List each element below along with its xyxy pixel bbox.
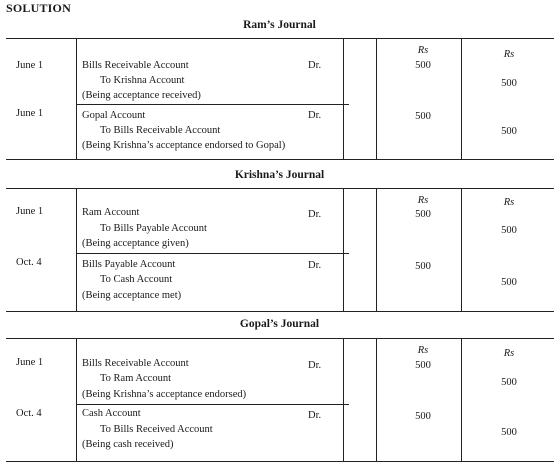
entry-date: June 1: [16, 60, 44, 71]
column-divider: [76, 339, 77, 461]
narration: (Being cash received): [82, 439, 174, 450]
credit-amount: 500: [501, 427, 517, 438]
journal-table-gopal: [6, 338, 554, 462]
credit-account: To Bills Receivable Account: [100, 125, 221, 136]
column-divider: [461, 39, 462, 159]
credit-account: To Cash Account: [100, 274, 173, 285]
rs-debit-header: Rs: [417, 345, 429, 356]
journal-title-krishna: Krishna’s Journal: [234, 169, 325, 181]
debit-account: Bills Receivable Account: [82, 358, 189, 369]
credit-amount: 500: [501, 377, 517, 388]
debit-amount: 500: [415, 411, 431, 422]
entry-date: June 1: [16, 357, 44, 368]
debit-account: Bills Receivable Account: [82, 60, 189, 71]
journal-table-krishna: [6, 188, 554, 312]
rs-credit-header: Rs: [503, 348, 515, 359]
debit-amount: 500: [415, 261, 431, 272]
debit-account: Bills Payable Account: [82, 259, 176, 270]
column-divider: [343, 339, 344, 461]
entry-separator: [76, 104, 349, 105]
debit-account: Gopal Account: [82, 110, 146, 121]
column-divider: [376, 39, 377, 159]
debit-amount: 500: [415, 209, 431, 220]
column-divider: [76, 189, 77, 311]
entry-date: Oct. 4: [16, 257, 42, 268]
dr-label: Dr.: [308, 360, 322, 371]
rs-credit-header: Rs: [503, 49, 515, 60]
debit-account: Cash Account: [82, 408, 141, 419]
dr-label: Dr.: [308, 110, 322, 121]
entry-date: Oct. 4: [16, 408, 42, 419]
column-divider: [461, 339, 462, 461]
column-divider: [343, 189, 344, 311]
column-divider: [376, 189, 377, 311]
credit-amount: 500: [501, 78, 517, 89]
journal-title-ram: Ram’s Journal: [243, 19, 316, 31]
credit-account: To Bills Received Account: [100, 424, 213, 435]
column-divider: [376, 339, 377, 461]
solution-heading: SOLUTION: [6, 1, 71, 15]
narration: (Being acceptance met): [82, 290, 182, 301]
dr-label: Dr.: [308, 209, 322, 220]
debit-amount: 500: [415, 60, 431, 71]
credit-amount: 500: [501, 277, 517, 288]
credit-account: To Ram Account: [100, 373, 172, 384]
narration: (Being acceptance received): [82, 90, 201, 101]
credit-account: To Bills Payable Account: [100, 223, 207, 234]
journal-table-ram: [6, 38, 554, 160]
credit-amount: 500: [501, 225, 517, 236]
journal-title-gopal: Gopal’s Journal: [239, 318, 320, 330]
dr-label: Dr.: [308, 60, 322, 71]
rs-credit-header: Rs: [503, 197, 515, 208]
debit-account: Ram Account: [82, 207, 140, 218]
credit-amount: 500: [501, 126, 517, 137]
column-divider: [76, 39, 77, 159]
dr-label: Dr.: [308, 260, 322, 271]
entry-separator: [76, 253, 349, 254]
debit-amount: 500: [415, 360, 431, 371]
entry-separator: [76, 404, 349, 405]
narration: (Being Krishna’s acceptance endorsed): [82, 389, 247, 400]
column-divider: [461, 189, 462, 311]
rs-debit-header: Rs: [417, 195, 429, 206]
narration: (Being acceptance given): [82, 238, 189, 249]
narration: (Being Krishna’s acceptance endorsed to Gopal): [82, 140, 286, 151]
entry-date: June 1: [16, 108, 44, 119]
rs-debit-header: Rs: [417, 45, 429, 56]
entry-date: June 1: [16, 206, 44, 217]
credit-account: To Krishna Account: [100, 75, 185, 86]
column-divider: [343, 39, 344, 159]
debit-amount: 500: [415, 111, 431, 122]
dr-label: Dr.: [308, 410, 322, 421]
